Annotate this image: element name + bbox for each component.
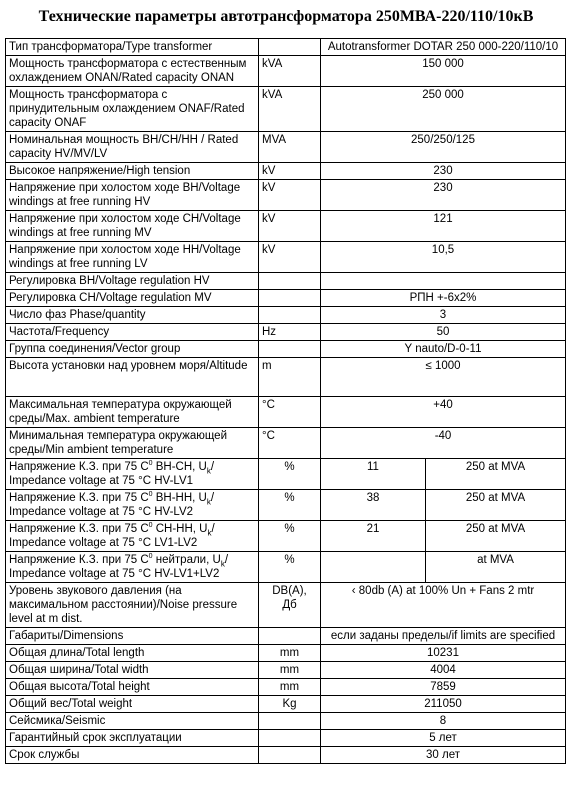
unit-cell: [259, 730, 321, 747]
param-cell: Регулировка СН/Voltage regulation MV: [6, 290, 259, 307]
unit-cell: %: [259, 490, 321, 521]
unit-cell: %: [259, 552, 321, 583]
unit-cell: MVA: [259, 132, 321, 163]
param-cell: Высокое напряжение/High tension: [6, 163, 259, 180]
unit-cell: [259, 747, 321, 764]
table-row: [6, 39, 566, 56]
param-cell: Минимальная температура окружающей среды/Min ambient temperature: [6, 428, 259, 459]
value-cell: 7859: [321, 679, 566, 696]
param-cell: [6, 459, 259, 490]
unit-cell: %: [259, 521, 321, 552]
param-cell: Мощность трансформатора с принудительным охлаждением ONAF/Rated capacity ONAF: [6, 87, 259, 132]
value-cell: 50: [321, 324, 566, 341]
unit-cell: °C: [259, 428, 321, 459]
unit-cell: kVA: [259, 56, 321, 87]
value-cell: 11: [321, 459, 426, 490]
param-cell: Уровень звукового давления (на максимальном расстоянии)/Noise pressure level at m dist.: [6, 583, 259, 628]
param-cell: Напряжение при холостом ходе СН/Voltage windings at free running MV: [6, 211, 259, 242]
unit-cell: Hz: [259, 324, 321, 341]
table-row: [6, 713, 566, 730]
table-row: [6, 747, 566, 764]
param-text: ВН-НН, U: [152, 492, 207, 504]
param-cell: Габариты/Dimensions: [6, 628, 259, 645]
unit-cell: [259, 628, 321, 645]
unit-text: Дб: [282, 599, 297, 611]
unit-cell: Kg: [259, 696, 321, 713]
unit-cell: mm: [259, 662, 321, 679]
unit-text: DB(A),: [272, 585, 307, 597]
table-row: [6, 552, 566, 583]
value-cell: 30 лет: [321, 747, 566, 764]
table-row: [6, 180, 566, 211]
subscript: k: [220, 559, 225, 569]
value-cell: 5 лет: [321, 730, 566, 747]
value-cell: Autotransformer DOTAR 250 000-220/110/10: [321, 39, 566, 56]
table-row: [6, 324, 566, 341]
value-cell: -40: [321, 428, 566, 459]
param-cell: Напряжение при холостом ходе ВН/Voltage windings at free running HV: [6, 180, 259, 211]
param-cell: Общая длина/Total length: [6, 645, 259, 662]
value-cell: 211050: [321, 696, 566, 713]
unit-cell: kV: [259, 163, 321, 180]
superscript: 0: [148, 553, 153, 561]
value-cell: РПН +-6x2%: [321, 290, 566, 307]
value-cell: [321, 273, 566, 290]
param-text: /: [210, 492, 215, 504]
param-text: СН-НН, U: [152, 523, 208, 535]
superscript: 0: [148, 491, 153, 499]
param-cell: Общая ширина/Total width: [6, 662, 259, 679]
unit-cell: [259, 290, 321, 307]
param-cell: Срок службы: [6, 747, 259, 764]
value-cell: 250 000: [321, 87, 566, 132]
param-text: /: [210, 461, 215, 473]
value-cell: 10,5: [321, 242, 566, 273]
value-cell: ≤ 1000: [321, 358, 566, 397]
superscript: 0: [148, 460, 153, 468]
table-row: [6, 132, 566, 163]
unit-cell: [259, 307, 321, 324]
value-cell: Y nauto/D-0-11: [321, 341, 566, 358]
value-cell: 38: [321, 490, 426, 521]
param-text: Напряжение К.З. при 75 С: [9, 554, 149, 566]
param-cell: Тип трансформатора/Type transformer: [6, 39, 259, 56]
param-cell: Напряжение при холостом ходе НН/Voltage windings at free running LV: [6, 242, 259, 273]
value-cell: 250 at MVA: [426, 459, 566, 490]
param-text: Напряжение К.З. при 75 С: [9, 492, 149, 504]
unit-cell: °C: [259, 397, 321, 428]
param-cell: Регулировка ВН/Voltage regulation HV: [6, 273, 259, 290]
param-cell: Число фаз Phase/quantity: [6, 307, 259, 324]
param-text: Impedance voltage at 75 °C HV-LV2: [9, 506, 194, 518]
unit-cell: [259, 39, 321, 56]
subscript: k: [206, 497, 211, 507]
param-cell: Общий вес/Total weight: [6, 696, 259, 713]
table-row: [6, 662, 566, 679]
param-cell: Частота/Frequency: [6, 324, 259, 341]
table-row: [6, 211, 566, 242]
unit-cell: mm: [259, 645, 321, 662]
table-row: [6, 628, 566, 645]
table-row: [6, 163, 566, 180]
table-row: [6, 490, 566, 521]
value-cell: +40: [321, 397, 566, 428]
value-cell: 4004: [321, 662, 566, 679]
param-text: нейтрали, U: [152, 554, 221, 566]
table-row: [6, 583, 566, 628]
unit-cell: %: [259, 459, 321, 490]
table-row: [6, 56, 566, 87]
param-cell: Мощность трансформатора с естественным охлаждением ONAN/Rated capacity ONAN: [6, 56, 259, 87]
value-cell: ‹ 80db (A) at 100% Un + Fans 2 mtr: [321, 583, 566, 628]
subscript: k: [207, 528, 212, 538]
table-row: [6, 521, 566, 552]
value-cell: 21: [321, 521, 426, 552]
unit-cell: mm: [259, 679, 321, 696]
param-text: Напряжение К.З. при 75 С: [9, 523, 149, 535]
table-row: [6, 645, 566, 662]
unit-cell: [259, 583, 321, 628]
value-cell: 250 at MVA: [426, 490, 566, 521]
superscript: 0: [148, 522, 153, 530]
param-cell: Общая высота/Total height: [6, 679, 259, 696]
value-cell: 250 at MVA: [426, 521, 566, 552]
specifications-table: [5, 38, 566, 764]
param-cell: Сейсмика/Seismic: [6, 713, 259, 730]
param-cell: Гарантийный срок эксплуатации: [6, 730, 259, 747]
param-text: ВН-СН, U: [152, 461, 207, 473]
param-text: Impedance voltage at 75 °C HV-LV1: [9, 475, 194, 487]
value-cell: 121: [321, 211, 566, 242]
param-cell: [6, 490, 259, 521]
param-text: Impedance voltage at 75 °C HV-LV1+LV2: [9, 568, 220, 580]
value-cell: 3: [321, 307, 566, 324]
table-row: [6, 290, 566, 307]
value-cell: at MVA: [426, 552, 566, 583]
value-cell: 10231: [321, 645, 566, 662]
param-cell: [6, 521, 259, 552]
value-cell: [321, 552, 426, 583]
table-row: [6, 358, 566, 397]
unit-cell: [259, 713, 321, 730]
table-row: [6, 459, 566, 490]
table-row: [6, 273, 566, 290]
table-row: [6, 397, 566, 428]
table-row: [6, 242, 566, 273]
param-cell: [6, 552, 259, 583]
param-text: Напряжение К.З. при 75 С: [9, 461, 149, 473]
param-text: /: [224, 554, 229, 566]
value-cell: 8: [321, 713, 566, 730]
unit-cell: kV: [259, 242, 321, 273]
unit-cell: kVA: [259, 87, 321, 132]
unit-cell: [259, 273, 321, 290]
unit-cell: kV: [259, 211, 321, 242]
subscript: k: [206, 466, 211, 476]
table-row: [6, 730, 566, 747]
table-row: [6, 307, 566, 324]
table-row: [6, 428, 566, 459]
table-row: [6, 679, 566, 696]
param-cell: Номинальная мощность ВН/СН/НН / Rated capacity HV/MV/LV: [6, 132, 259, 163]
param-text: /: [211, 523, 215, 535]
param-text: Impedance voltage at 75 °C LV1-LV2: [9, 537, 198, 549]
table-row: [6, 87, 566, 132]
table-row: [6, 696, 566, 713]
value-cell: если заданы пределы/if limits are specified: [321, 628, 566, 645]
value-cell: 230: [321, 180, 566, 211]
page-title: Технические параметры автотрансформатора 250МВА-220/110/10кВ: [38, 8, 534, 25]
unit-cell: [259, 341, 321, 358]
value-cell: 150 000: [321, 56, 566, 87]
value-cell: 250/250/125: [321, 132, 566, 163]
table-row: [6, 341, 566, 358]
unit-cell: kV: [259, 180, 321, 211]
param-cell: Высота установки над уровнем моря/Altitude: [6, 358, 259, 397]
param-cell: Максимальная температура окружающей среды/Max. ambient temperature: [6, 397, 259, 428]
unit-cell: m: [259, 358, 321, 397]
value-cell: 230: [321, 163, 566, 180]
param-cell: Группа соединения/Vector group: [6, 341, 259, 358]
